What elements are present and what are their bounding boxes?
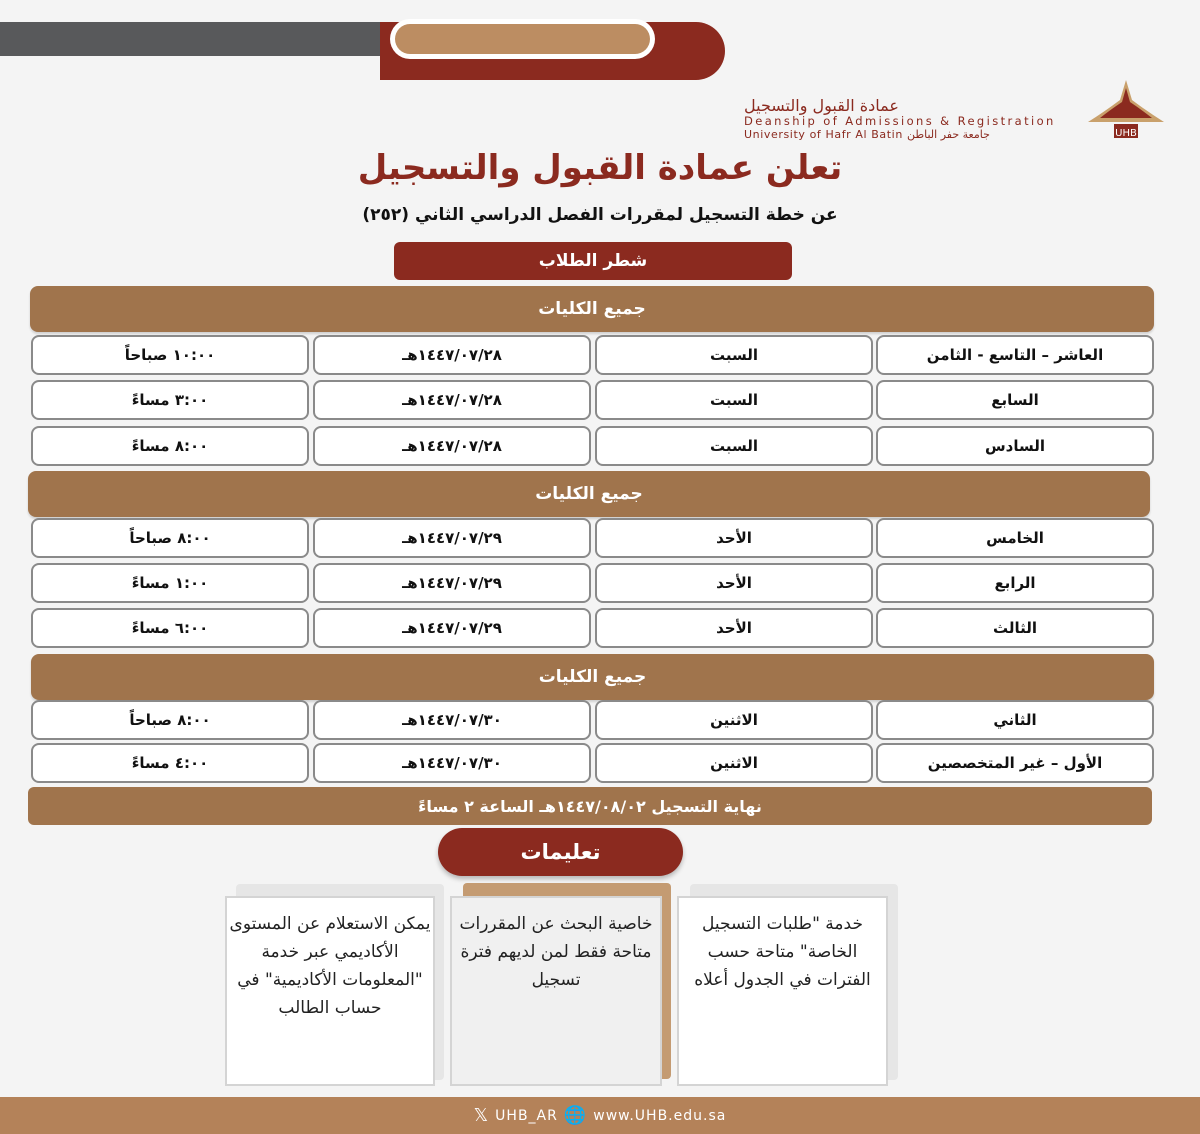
- level-cell: الخامس: [876, 518, 1154, 558]
- day-cell: السبت: [595, 380, 873, 420]
- x-handle[interactable]: UHB_AR: [495, 1107, 558, 1124]
- page-title: تعلن عمادة القبول والتسجيل: [357, 148, 843, 188]
- logo-university-name: University of Hafr Al Batin جامعة حفر الباطن: [744, 128, 990, 141]
- globe-icon: 🌐: [563, 1105, 588, 1126]
- date-cell: ١٤٤٧/٠٧/٢٩هـ: [313, 608, 591, 648]
- logo-english-name: Deanship of Admissions & Registration: [744, 114, 1056, 128]
- instruction-card-special-requests: خدمة "طلبات التسجيل الخاصة" متاحة حسب الفترات في الجدول أعلاه: [677, 896, 888, 1086]
- level-cell: الأول – غير المتخصصين: [876, 743, 1154, 783]
- day-cell: السبت: [595, 426, 873, 466]
- level-cell: الرابع: [876, 563, 1154, 603]
- section-label: شطر الطلاب: [394, 242, 792, 280]
- footer-bar: [0, 1097, 1200, 1134]
- level-cell: السابع: [876, 380, 1154, 420]
- instructions-heading: تعليمات: [438, 828, 683, 876]
- university-emblem-icon: [1086, 78, 1166, 142]
- day-cell: السبت: [595, 335, 873, 375]
- level-cell: السادس: [876, 426, 1154, 466]
- group-header: جميع الكليات: [30, 286, 1154, 332]
- time-cell: ٣:٠٠ مساءً: [31, 380, 309, 420]
- date-cell: ١٤٤٧/٠٧/٣٠هـ: [313, 743, 591, 783]
- university-logo-text: [744, 96, 1074, 141]
- instruction-card-academic-level: يمكن الاستعلام عن المستوى الأكاديمي عبر خدمة "المعلومات الأكاديمية" في حساب الطالب: [225, 896, 435, 1086]
- time-cell: ٨:٠٠ صباحاً: [31, 700, 309, 740]
- time-cell: ٨:٠٠ مساءً: [31, 426, 309, 466]
- level-cell: الثالث: [876, 608, 1154, 648]
- time-cell: ١٠:٠٠ صباحاً: [31, 335, 309, 375]
- date-cell: ١٤٤٧/٠٧/٢٨هـ: [313, 426, 591, 466]
- time-cell: ٨:٠٠ صباحاً: [31, 518, 309, 558]
- top-decoration-tan-bar: [395, 24, 650, 54]
- day-cell: الأحد: [595, 518, 873, 558]
- registration-end-note: نهاية التسجيل ١٤٤٧/٠٨/٠٢هـ الساعة ٢ مساءً: [28, 787, 1152, 825]
- date-cell: ١٤٤٧/٠٧/٢٩هـ: [313, 518, 591, 558]
- date-cell: ١٤٤٧/٠٧/٣٠هـ: [313, 700, 591, 740]
- page-subtitle: عن خطة التسجيل لمقررات الفصل الدراسي الثاني (٢٥٢): [362, 205, 838, 225]
- emblem-text: UHB: [1115, 128, 1137, 139]
- group-header: جميع الكليات: [28, 471, 1150, 517]
- website-link[interactable]: www.UHB.edu.sa: [593, 1107, 727, 1124]
- instruction-card-course-search: خاصية البحث عن المقررات متاحة فقط لمن لديهم فترة تسجيل: [450, 896, 662, 1086]
- x-logo-icon: 𝕏: [473, 1105, 490, 1126]
- date-cell: ١٤٤٧/٠٧/٢٨هـ: [313, 380, 591, 420]
- logo-arabic-name: عمادة القبول والتسجيل: [744, 96, 899, 115]
- date-cell: ١٤٤٧/٠٧/٢٩هـ: [313, 563, 591, 603]
- level-cell: العاشر – التاسع - الثامن: [876, 335, 1154, 375]
- day-cell: الاثنين: [595, 743, 873, 783]
- time-cell: ١:٠٠ مساءً: [31, 563, 309, 603]
- day-cell: الأحد: [595, 608, 873, 648]
- time-cell: ٦:٠٠ مساءً: [31, 608, 309, 648]
- day-cell: الاثنين: [595, 700, 873, 740]
- day-cell: الأحد: [595, 563, 873, 603]
- group-header: جميع الكليات: [31, 654, 1154, 700]
- time-cell: ٤:٠٠ مساءً: [31, 743, 309, 783]
- level-cell: الثاني: [876, 700, 1154, 740]
- date-cell: ١٤٤٧/٠٧/٢٨هـ: [313, 335, 591, 375]
